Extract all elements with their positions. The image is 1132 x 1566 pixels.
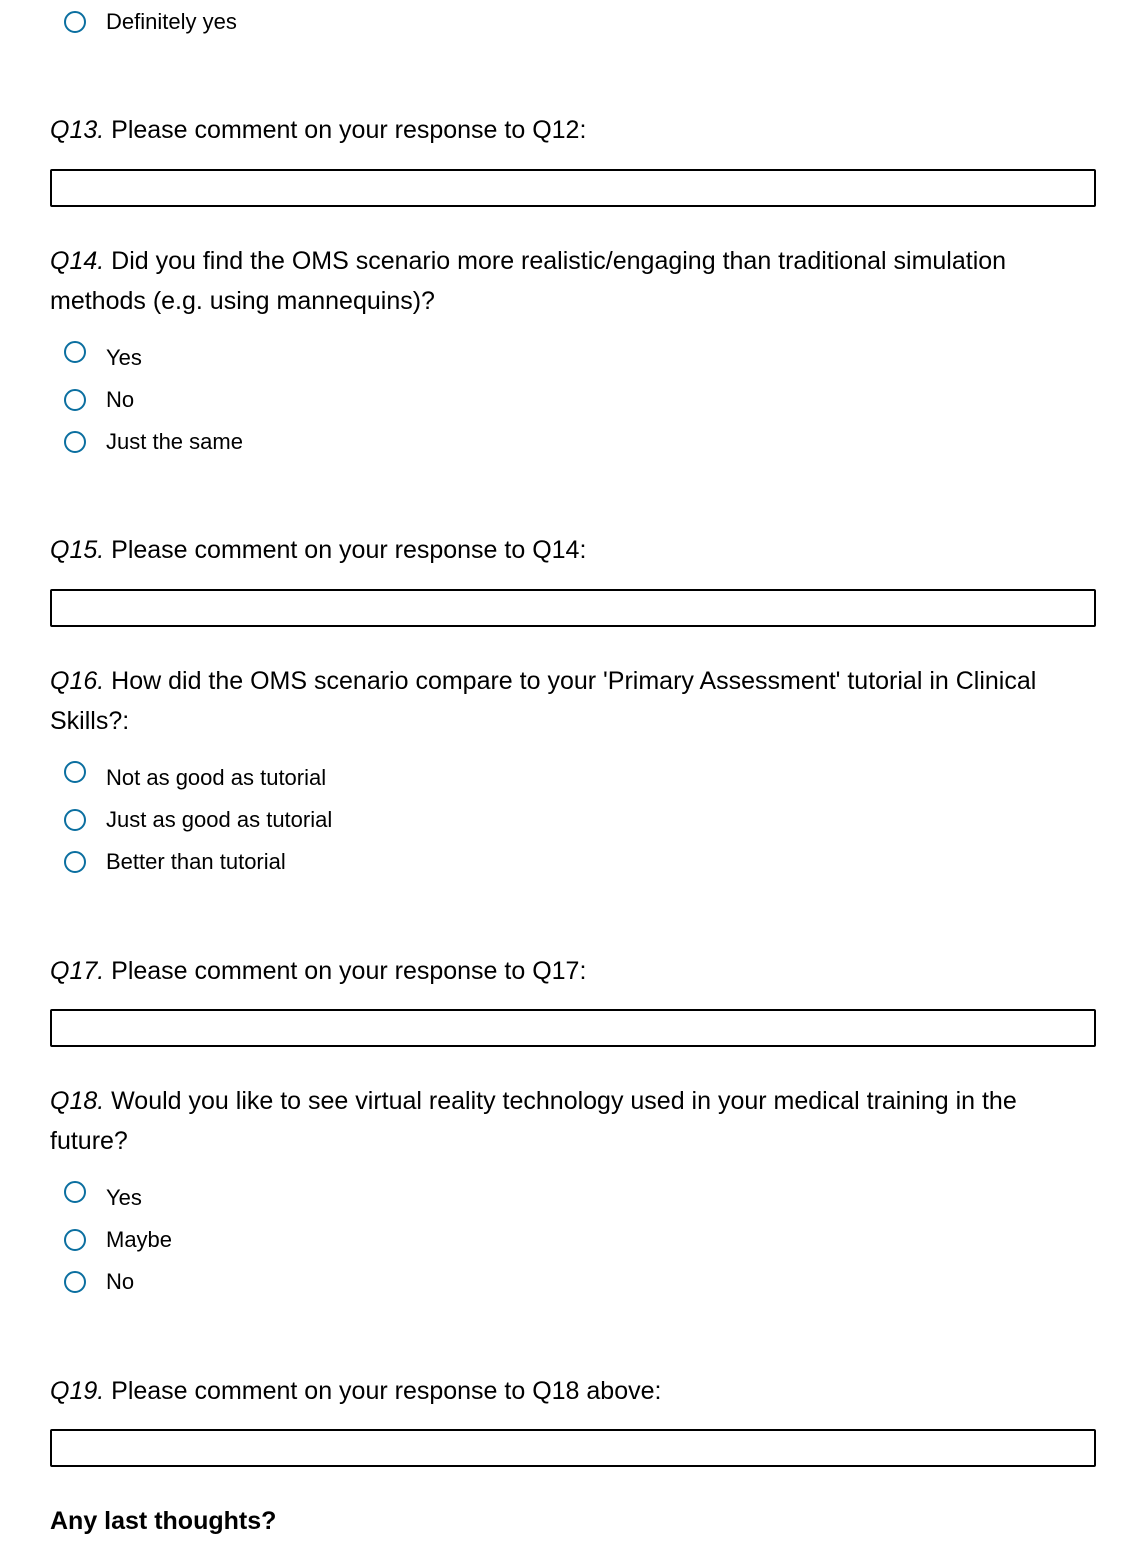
question-text: Please comment on your response to Q17: [104, 957, 587, 985]
radio-button[interactable] [64, 761, 86, 783]
q18-option-maybe[interactable] [64, 1226, 172, 1254]
question-number: Q13. [50, 116, 105, 144]
q14-option-no[interactable] [64, 386, 134, 414]
option-label: Yes [106, 345, 142, 370]
question-text: Please comment on your response to Q12: [104, 116, 587, 144]
option-label: Just as good as tutorial [106, 807, 333, 832]
closing-heading: Any last thoughts? [50, 1507, 277, 1535]
question-number: Q15. [50, 536, 105, 564]
question-number: Q16. [50, 667, 105, 695]
radio-button[interactable] [64, 389, 86, 411]
q13-question [50, 110, 1100, 150]
q14-option-yes[interactable] [64, 338, 142, 370]
q16-question [50, 661, 1100, 741]
q19-comment-input[interactable] [50, 1429, 1096, 1467]
radio-button[interactable] [64, 11, 86, 33]
q18-option-yes[interactable] [64, 1178, 142, 1210]
q14-option-just-the-same[interactable] [64, 428, 243, 456]
radio-button[interactable] [64, 341, 86, 363]
q12-option-definitely-yes[interactable] [64, 8, 237, 36]
q17-question [50, 951, 1100, 991]
q19-question [50, 1371, 1100, 1411]
q16-option-better-than[interactable] [64, 848, 286, 876]
radio-button[interactable] [64, 851, 86, 873]
question-text: Please comment on your response to Q14: [104, 536, 587, 564]
question-number: Q19. [50, 1377, 105, 1405]
question-text: Would you like to see virtual reality technology used in your medical training in the future? [50, 1087, 1017, 1155]
q17-comment-input[interactable] [50, 1009, 1096, 1047]
radio-button[interactable] [64, 1271, 86, 1293]
q15-comment-input[interactable] [50, 589, 1096, 627]
question-text: How did the OMS scenario compare to your 'Primary Assessment' tutorial in Clinical Skills?: [50, 667, 1037, 735]
q14-question [50, 241, 1100, 321]
q13-comment-input[interactable] [50, 169, 1096, 207]
question-number: Q18. [50, 1087, 105, 1115]
q15-question [50, 530, 1100, 570]
option-label: Not as good as tutorial [106, 765, 327, 790]
option-label: Just the same [106, 429, 243, 454]
option-label: Definitely yes [106, 9, 237, 34]
question-text: Did you find the OMS scenario more realistic/engaging than traditional simulation methods (e.g. using mannequins)? [50, 247, 1007, 315]
option-label: Yes [106, 1185, 142, 1210]
radio-button[interactable] [64, 1181, 86, 1203]
radio-button[interactable] [64, 809, 86, 831]
option-label: No [106, 1269, 135, 1294]
q16-option-not-as-good[interactable] [64, 758, 327, 790]
radio-button[interactable] [64, 1229, 86, 1251]
option-label: Maybe [106, 1227, 173, 1252]
option-label: Better than tutorial [106, 849, 286, 874]
radio-button[interactable] [64, 431, 86, 453]
question-number: Q14. [50, 247, 105, 275]
question-number: Q17. [50, 957, 105, 985]
question-text: Please comment on your response to Q18 above: [104, 1377, 662, 1405]
option-label: No [106, 387, 135, 412]
q18-option-no[interactable] [64, 1268, 134, 1296]
q16-option-just-as-good[interactable] [64, 806, 332, 834]
q18-question [50, 1081, 1100, 1161]
